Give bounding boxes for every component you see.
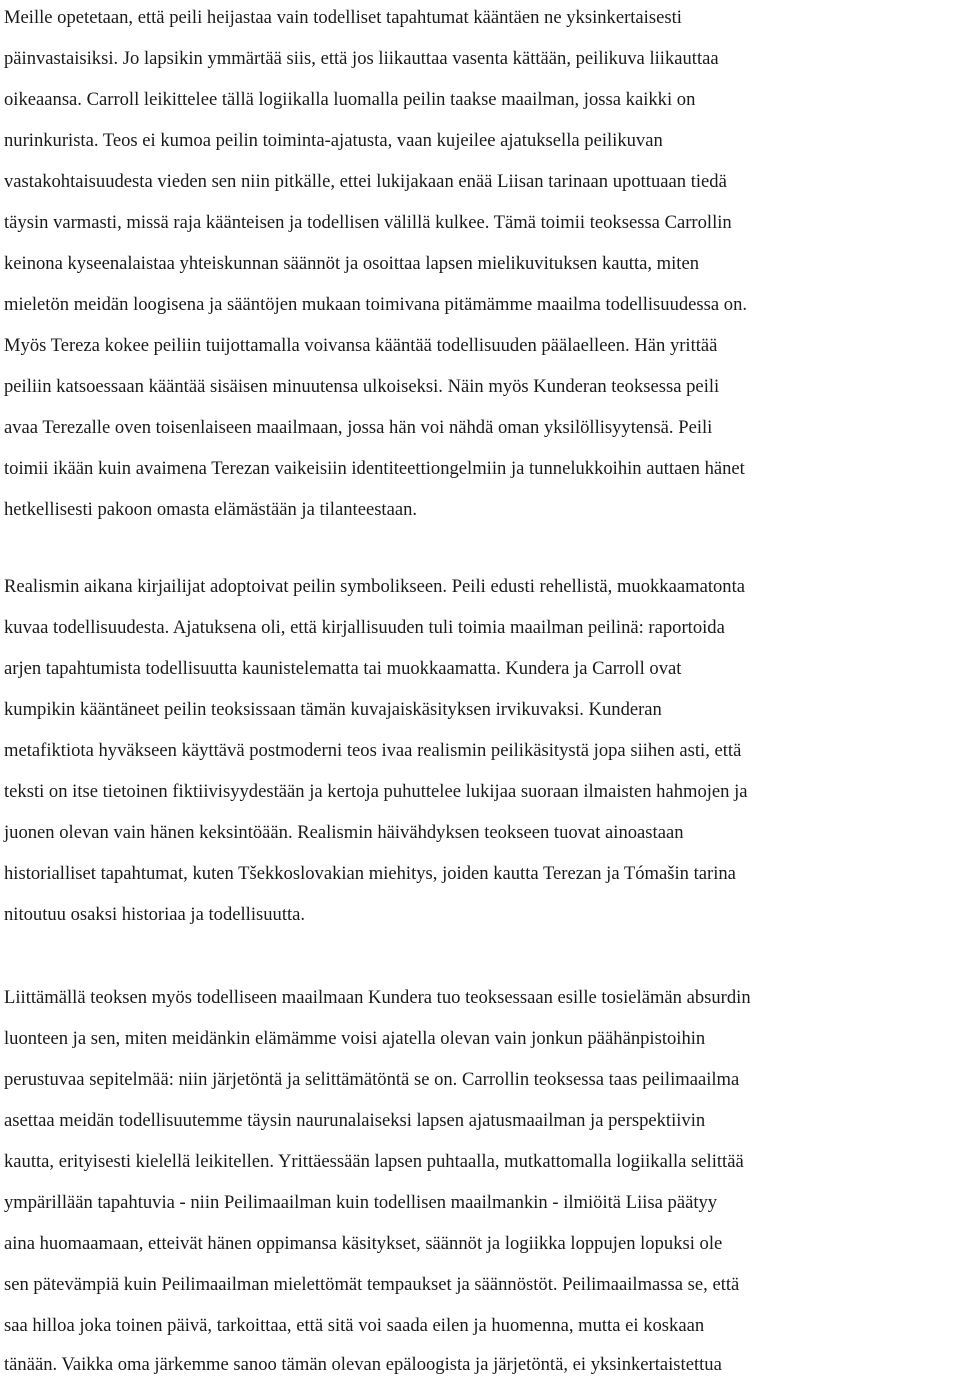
- text-line: täysin varmasti, missä raja käänteisen ja todellisen välillä kulkee. Tämä toimii teoksessa Carrollin: [4, 212, 732, 233]
- text-line: kautta, erityisesti kielellä leikitellen. Yrittäessään lapsen puhtaalla, mutkattomalla logiikalla selittää: [4, 1151, 744, 1172]
- text-line: asettaa meidän todellisuutemme täysin naurunalaiseksi lapsen ajatusmaailman ja perspektiivin: [4, 1110, 706, 1131]
- text-line: hetkellisesti pakoon omasta elämästään ja tilanteestaan.: [4, 499, 418, 520]
- text-line: päinvastaisiksi. Jo lapsikin ymmärtää siis, että jos liikauttaa vasenta kättään, peilikuva liikauttaa: [4, 48, 719, 69]
- text-line: tänään. Vaikka oma järkemme sanoo tämän olevan epäloogista ja järjetöntä, ei yksinkertaistettua: [4, 1354, 722, 1375]
- text-line: sen pätevämpiä kuin Peilimaailman mielettömät tempaukset ja säännöstöt. Peilimaailmassa se, että: [4, 1274, 740, 1295]
- text-line: oikeaansa. Carroll leikittelee tällä logiikalla luomalla peilin taakse maailman, jossa kaikki on: [4, 89, 696, 110]
- text-line: Meille opetetaan, että peili heijastaa vain todelliset tapahtumat kääntäen ne yksinkertaisesti: [4, 7, 682, 28]
- text-line: avaa Terezalle oven toisenlaiseen maailmaan, jossa hän voi nähdä oman yksilöllisyytensä. Peili: [4, 417, 713, 438]
- text-line: kumpikin kääntäneet peilin teoksissaan tämän kuvajaiskäsityksen irvikuvaksi. Kunderan: [4, 699, 662, 720]
- text-line: aina huomaamaan, etteivät hänen oppimansa käsitykset, säännöt ja logiikka loppujen lopuksi ole: [4, 1233, 723, 1254]
- text-line: juonen olevan vain hänen keksintöään. Realismin häivähdyksen teokseen tuovat ainoastaan: [4, 822, 684, 843]
- text-line: metafiktiota hyväkseen käyttävä postmoderni teos ivaa realismin peilikäsitystä jopa siihen asti, että: [4, 740, 742, 761]
- text-line: nitoutuu osaksi historiaa ja todellisuutta.: [4, 904, 306, 925]
- text-line: peiliin katsoessaan kääntää sisäisen minuutensa ulkoiseksi. Näin myös Kunderan teoksessa peili: [4, 376, 720, 397]
- text-line: Liittämällä teoksen myös todelliseen maailmaan Kundera tuo teoksessaan esille tosielämän absurdin: [4, 987, 751, 1008]
- text-line: mieletön meidän loogisena ja sääntöjen mukaan toimivana pitämämme maailma todellisuudessa on.: [4, 294, 748, 315]
- text-line: kuvaa todellisuudesta. Ajatuksena oli, että kirjallisuuden tuli toimia maailman peilinä: raportoida: [4, 617, 725, 638]
- text-line: luonteen ja sen, miten meidänkin elämämme voisi ajatella olevan vain jonkun päähänpistoihin: [4, 1028, 706, 1049]
- text-line: historialliset tapahtumat, kuten Tšekkoslovakian miehitys, joiden kautta Terezan ja Tómašin tarina: [4, 863, 736, 884]
- text-line: Myös Tereza kokee peiliin tuijottamalla voivansa kääntää todellisuuden päälaelleen. Hän yrittää: [4, 335, 718, 356]
- text-line: teksti on itse tietoinen fiktiivisyydestään ja kertoja puhuttelee lukijaa suoraan ilmaisten hahmojen ja: [4, 781, 748, 802]
- text-line: nurinkurista. Teos ei kumoa peilin toiminta-ajatusta, vaan kujeilee ajatuksella peilikuvan: [4, 130, 663, 151]
- text-line: Realismin aikana kirjailijat adoptoivat peilin symbolikseen. Peili edusti rehellistä, muokkaamatonta: [4, 576, 745, 597]
- text-line: perustuvaa sepitelmää: niin järjetöntä ja selittämätöntä se on. Carrollin teoksessa taas peilimaailma: [4, 1069, 740, 1090]
- text-line: arjen tapahtumista todellisuutta kaunistelematta tai muokkaamatta. Kundera ja Carroll ovat: [4, 658, 682, 679]
- text-line: saa hilloa joka toinen päivä, tarkoittaa, että sitä voi saada eilen ja huomenna, mutta ei koskaan: [4, 1315, 705, 1336]
- text-line: keinona kyseenalaistaa yhteiskunnan säännöt ja osoittaa lapsen mielikuvituksen kautta, miten: [4, 253, 700, 274]
- text-line: toimii ikään kuin avaimena Terezan vaikeisiin identiteettiongelmiin ja tunnelukkoihin auttaen hänet: [4, 458, 745, 479]
- text-line: vastakohtaisuudesta vieden sen niin pitkälle, ettei lukijakaan enää Liisan tarinaan upottuaan tiedä: [4, 171, 727, 192]
- text-line: ympärillään tapahtuvia - niin Peilimaailman kuin todellisen maailmankin - ilmiöitä Liisa päätyy: [4, 1192, 718, 1213]
